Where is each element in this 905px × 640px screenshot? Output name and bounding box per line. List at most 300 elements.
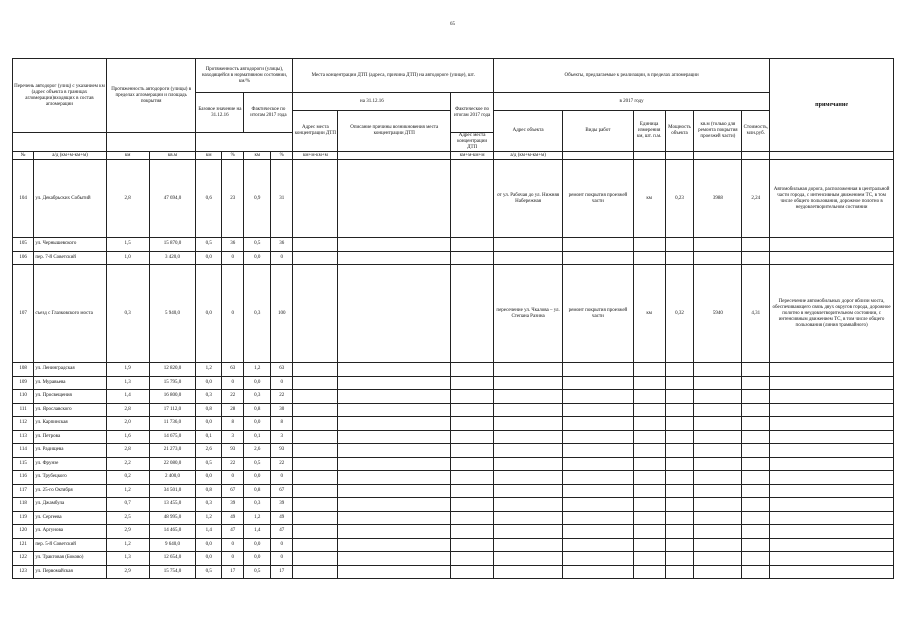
cell-cost: [742, 538, 770, 552]
cell-note: [770, 363, 894, 377]
units-row: № а/д (км+м-км+м) км кв.м км % км % км+м-км+м км+м-км+м а/д (км+м-км+м): [13, 152, 894, 160]
cell-empty: [293, 457, 338, 471]
cell-name: пер. 5-й Советский: [34, 538, 107, 552]
cell-obj-addr: [493, 430, 562, 444]
cell-obj-addr: [493, 403, 562, 417]
cell-note: [770, 251, 894, 265]
cell-f-pct: 93: [271, 444, 293, 458]
cell-b-km: 0,5: [196, 238, 222, 252]
cell-name: ул. Аргунова: [34, 525, 107, 539]
cell-no: 121: [13, 538, 34, 552]
cell-km: 2,8: [106, 403, 149, 417]
cell-b-pct: 3: [222, 430, 244, 444]
cell-works: [563, 471, 633, 485]
cell-f-pct: 30: [271, 403, 293, 417]
cell-name: ул. Ярославского: [34, 403, 107, 417]
cell-unit: [633, 511, 665, 525]
cell-works: [563, 552, 633, 566]
cell-cap: [665, 538, 694, 552]
cell-empty: [451, 403, 494, 417]
cell-f-km: 0,3: [244, 390, 271, 404]
cell-f-km: 1,2: [244, 363, 271, 377]
cell-b-pct: 0: [222, 538, 244, 552]
cell-works: [563, 484, 633, 498]
cell-area: [694, 471, 742, 485]
unit-header: Единица измерения км, шт. п.м.: [633, 111, 665, 152]
cell-b-pct: 0: [222, 471, 244, 485]
cell-empty: [293, 417, 338, 431]
cell-empty: [338, 238, 451, 252]
cell-name: ул. Декабрьских Событий: [34, 160, 107, 238]
cell-obj-addr: [493, 565, 562, 579]
cell-cap: [665, 457, 694, 471]
cell-cap: [665, 390, 694, 404]
cell-sqm: 11 736,0: [149, 417, 196, 431]
cell-cap: [665, 238, 694, 252]
cell-empty: [293, 430, 338, 444]
cell-area: [694, 511, 742, 525]
cell-area: 3988: [694, 160, 742, 238]
cell-b-km: 1,2: [196, 511, 222, 525]
cell-cost: [742, 363, 770, 377]
cell-no: 118: [13, 498, 34, 512]
table-row: [13, 565, 894, 579]
table-row: [13, 390, 894, 404]
cell-empty: [293, 444, 338, 458]
cell-empty: [338, 552, 451, 566]
cell-no: 110: [13, 390, 34, 404]
table-row: [13, 251, 894, 265]
cell-unit: [633, 471, 665, 485]
cell-b-pct: 47: [222, 525, 244, 539]
cell-empty: [451, 238, 494, 252]
work-types-header: Виды работ: [563, 111, 633, 152]
cell-cost: [742, 471, 770, 485]
cell-empty: [338, 471, 451, 485]
cell-name: пер. 7-й Советский: [34, 251, 107, 265]
cell-km: 2,8: [106, 444, 149, 458]
cell-km: 1,2: [106, 538, 149, 552]
cell-f-km: 0,5: [244, 565, 271, 579]
cell-f-km: 0,3: [244, 265, 271, 363]
cell-sqm: 48 995,0: [149, 511, 196, 525]
table-row: [13, 444, 894, 458]
cell-b-km: 0,8: [196, 403, 222, 417]
cell-unit: [633, 552, 665, 566]
table-row: [13, 417, 894, 431]
cell-unit: [633, 538, 665, 552]
cell-empty: [293, 484, 338, 498]
cell-unit: [633, 417, 665, 431]
cell-name: ул. Трактовая (Боково): [34, 552, 107, 566]
cell-cost: [742, 251, 770, 265]
cell-obj-addr: [493, 538, 562, 552]
cell-cost: 2,24: [742, 160, 770, 238]
table-row: [13, 457, 894, 471]
table-row: [13, 525, 894, 539]
cell-note: [770, 417, 894, 431]
cell-cap: [665, 417, 694, 431]
cell-empty: [293, 376, 338, 390]
cell-no: 109: [13, 376, 34, 390]
cell-note: [770, 525, 894, 539]
cell-cost: [742, 484, 770, 498]
cell-f-pct: 0: [271, 251, 293, 265]
cell-b-km: 0,5: [196, 565, 222, 579]
cell-empty: [451, 363, 494, 377]
cell-empty: [293, 471, 338, 485]
cell-obj-addr: [493, 417, 562, 431]
cell-name: ул. Трубецкого: [34, 471, 107, 485]
cell-unit: [633, 525, 665, 539]
cell-obj-addr: от ул. Рабочая до ул. Нижняя Набережная: [493, 160, 562, 238]
cell-works: [563, 525, 633, 539]
cell-empty: [338, 265, 451, 363]
capacity-header: Мощность объекта: [665, 111, 694, 152]
cell-empty: [338, 498, 451, 512]
cell-works: [563, 363, 633, 377]
cell-f-km: 0,3: [244, 498, 271, 512]
cell-no: 107: [13, 265, 34, 363]
cell-empty: [338, 160, 451, 238]
table-row: [13, 363, 894, 377]
cell-b-pct: 17: [222, 565, 244, 579]
cell-note: [770, 552, 894, 566]
actual-2017-header: Фактическое по итогам 2017 года: [244, 93, 293, 133]
cell-no: 111: [13, 403, 34, 417]
cell-note: Пересечение автомобильных дорог вблизи моста, обеспечивающего связь двух округов города, дорожное полотно в неудовлетворительном состоянии, с интенсивным движением ТС, в том числе общего пользования (линия трамвайного): [770, 265, 894, 363]
cell-sqm: 14 465,0: [149, 525, 196, 539]
cell-no: 106: [13, 251, 34, 265]
table-row: [13, 538, 894, 552]
cell-cost: [742, 498, 770, 512]
cell-b-km: 0,0: [196, 376, 222, 390]
cell-empty: [338, 251, 451, 265]
cell-cap: [665, 552, 694, 566]
cell-b-pct: 0: [222, 376, 244, 390]
cell-name: ул. Петрова: [34, 430, 107, 444]
cell-area: [694, 238, 742, 252]
cell-b-km: 1,2: [196, 363, 222, 377]
cell-cost: [742, 417, 770, 431]
cell-note: [770, 457, 894, 471]
cell-b-km: 0,1: [196, 430, 222, 444]
cell-b-km: 0,0: [196, 265, 222, 363]
cell-sqm: 15 870,0: [149, 238, 196, 252]
cell-unit: [633, 251, 665, 265]
cell-obj-addr: [493, 238, 562, 252]
cell-km: 1,2: [106, 484, 149, 498]
cell-f-pct: 31: [271, 160, 293, 238]
cell-km: 2,8: [106, 160, 149, 238]
cell-empty: [451, 511, 494, 525]
cell-b-pct: 0: [222, 552, 244, 566]
cell-unit: [633, 457, 665, 471]
cell-note: [770, 538, 894, 552]
cell-km: 2,5: [106, 511, 149, 525]
cell-empty: [451, 565, 494, 579]
cell-area: [694, 251, 742, 265]
cell-empty: [293, 363, 338, 377]
cell-km: 1,3: [106, 552, 149, 566]
cell-empty: [338, 511, 451, 525]
cell-f-pct: 0: [271, 471, 293, 485]
cell-empty: [451, 430, 494, 444]
cell-area: [694, 552, 742, 566]
cell-b-km: 0,0: [196, 552, 222, 566]
cell-no: 122: [13, 552, 34, 566]
cell-sqm: 13 455,0: [149, 498, 196, 512]
cell-cost: [742, 390, 770, 404]
cell-cap: [665, 363, 694, 377]
cell-f-km: 0,8: [244, 403, 271, 417]
cell-f-km: 0,9: [244, 160, 271, 238]
cell-obj-addr: [493, 471, 562, 485]
cell-km: 0,7: [106, 498, 149, 512]
table-row: [13, 484, 894, 498]
cell-f-km: 0,5: [244, 238, 271, 252]
cell-empty: [338, 484, 451, 498]
table-row: [13, 552, 894, 566]
cell-b-pct: 0: [222, 265, 244, 363]
cell-sqm: 12 820,0: [149, 363, 196, 377]
cell-obj-addr: [493, 484, 562, 498]
cell-unit: км: [633, 160, 665, 238]
object-address-header: Адрес объекта: [493, 111, 562, 152]
cell-f-pct: 100: [271, 265, 293, 363]
cell-b-pct: 67: [222, 484, 244, 498]
cell-name: ул. Муравьева: [34, 376, 107, 390]
cell-note: [770, 376, 894, 390]
cell-cost: [742, 511, 770, 525]
cell-sqm: 17 112,0: [149, 403, 196, 417]
cell-unit: [633, 390, 665, 404]
cell-sqm: 15 795,0: [149, 376, 196, 390]
cell-cap: 0,23: [665, 160, 694, 238]
note-header: примечание: [770, 59, 894, 152]
cell-works: [563, 238, 633, 252]
cell-empty: [451, 484, 494, 498]
cell-empty: [338, 457, 451, 471]
cell-no: 105: [13, 238, 34, 252]
cell-obj-addr: [493, 511, 562, 525]
cell-empty: [451, 390, 494, 404]
cell-empty: [293, 251, 338, 265]
cell-unit: [633, 444, 665, 458]
cell-works: [563, 403, 633, 417]
cell-obj-addr: [493, 457, 562, 471]
cell-obj-addr: [493, 525, 562, 539]
cell-unit: [633, 484, 665, 498]
dtp-address-header: Адрес места концентрации ДТП: [293, 111, 338, 152]
cell-area: [694, 417, 742, 431]
cell-f-pct: 0: [271, 538, 293, 552]
cell-f-pct: 39: [271, 498, 293, 512]
cell-works: [563, 444, 633, 458]
cell-works: [563, 511, 633, 525]
cell-cap: [665, 376, 694, 390]
cell-area: [694, 457, 742, 471]
cell-empty: [293, 238, 338, 252]
cell-empty: [451, 160, 494, 238]
cell-b-km: 0,3: [196, 498, 222, 512]
length-header: Протяженность автодороги (улицы) в пределах агломерации и площадь покрытия: [106, 59, 196, 133]
page-number: 65: [450, 22, 455, 27]
cell-note: [770, 471, 894, 485]
cell-cap: [665, 511, 694, 525]
cell-sqm: 34 501,0: [149, 484, 196, 498]
cell-area: 5940: [694, 265, 742, 363]
cell-empty: [451, 552, 494, 566]
cell-cap: [665, 498, 694, 512]
cell-km: 0,2: [106, 471, 149, 485]
cell-f-km: 0,0: [244, 538, 271, 552]
cell-sqm: 14 675,0: [149, 430, 196, 444]
cell-empty: [338, 538, 451, 552]
cell-empty: [293, 511, 338, 525]
cell-f-km: 0,1: [244, 430, 271, 444]
cell-f-pct: 22: [271, 457, 293, 471]
cell-works: ремонт покрытия проезжей части: [563, 265, 633, 363]
base-value-header: Базовое значение на 31.12.16: [196, 93, 244, 133]
cell-cap: [665, 565, 694, 579]
cell-area: [694, 498, 742, 512]
cell-b-pct: 39: [222, 498, 244, 512]
cell-b-pct: 23: [222, 160, 244, 238]
cell-sqm: 22 080,0: [149, 457, 196, 471]
cell-no: 114: [13, 444, 34, 458]
cell-no: 108: [13, 363, 34, 377]
cell-f-pct: 17: [271, 565, 293, 579]
cell-cap: [665, 430, 694, 444]
cell-obj-addr: [493, 363, 562, 377]
cell-obj-addr: [493, 390, 562, 404]
cell-km: 1,5: [106, 238, 149, 252]
cell-name: ул. 25-го Октября: [34, 484, 107, 498]
cell-unit: [633, 430, 665, 444]
cost-header: Стоимость, млн.руб.: [742, 111, 770, 152]
table-row: [13, 430, 894, 444]
cell-works: [563, 376, 633, 390]
cell-works: [563, 457, 633, 471]
cell-sqm: 16 800,0: [149, 390, 196, 404]
table-row: [13, 471, 894, 485]
cell-cost: [742, 444, 770, 458]
cell-f-km: 0,8: [244, 484, 271, 498]
cell-b-pct: 28: [222, 403, 244, 417]
cell-area: [694, 484, 742, 498]
cell-km: 0,3: [106, 265, 149, 363]
cell-note: [770, 498, 894, 512]
cell-name: ул. Просвещения: [34, 390, 107, 404]
cell-name: ул. Сергеева: [34, 511, 107, 525]
cell-no: 113: [13, 430, 34, 444]
cell-empty: [293, 160, 338, 238]
cell-empty: [338, 390, 451, 404]
dtp-address-2017-header: Адрес места концентрации ДТП: [451, 133, 494, 152]
cell-cost: 4,31: [742, 265, 770, 363]
cell-empty: [293, 403, 338, 417]
cell-empty: [451, 376, 494, 390]
cell-works: [563, 390, 633, 404]
year-2017-header: в 2017 году: [493, 93, 769, 111]
cell-area: [694, 390, 742, 404]
cell-area: [694, 525, 742, 539]
cell-name: съезд с Глазковского моста: [34, 265, 107, 363]
cell-works: [563, 251, 633, 265]
cell-b-pct: 36: [222, 238, 244, 252]
cell-name: ул. Карпинская: [34, 417, 107, 431]
cell-f-km: 1,2: [244, 511, 271, 525]
cell-obj-addr: [493, 251, 562, 265]
cell-obj-addr: [493, 552, 562, 566]
cell-area: [694, 363, 742, 377]
cell-empty: [293, 390, 338, 404]
cell-cap: [665, 251, 694, 265]
table-row: [13, 160, 894, 238]
as-of-header: на 31.12.16: [293, 93, 451, 111]
cell-km: 1,9: [106, 363, 149, 377]
cell-note: [770, 444, 894, 458]
cell-unit: км: [633, 265, 665, 363]
cell-b-km: 0,0: [196, 471, 222, 485]
cell-area: [694, 565, 742, 579]
cell-sqm: 15 754,0: [149, 565, 196, 579]
cell-empty: [338, 376, 451, 390]
cell-sqm: 47 694,0: [149, 160, 196, 238]
cell-works: [563, 417, 633, 431]
cell-f-pct: 0: [271, 552, 293, 566]
cell-empty: [451, 265, 494, 363]
cell-b-pct: 49: [222, 511, 244, 525]
cell-b-km: 0,5: [196, 457, 222, 471]
cell-b-km: 0,6: [196, 160, 222, 238]
list-header: Перечень автодорог (улиц) с указанием км (адрес объекта в границах агломерации)входящих в состав агломерации: [13, 59, 107, 133]
cell-b-pct: 22: [222, 390, 244, 404]
cell-b-km: 0,0: [196, 251, 222, 265]
cell-sqm: 9 640,0: [149, 538, 196, 552]
table-row: [13, 511, 894, 525]
cell-empty: [338, 417, 451, 431]
cell-f-pct: 67: [271, 484, 293, 498]
cell-f-pct: 63: [271, 363, 293, 377]
cell-sqm: 5 940,0: [149, 265, 196, 363]
cell-km: 2,2: [106, 457, 149, 471]
cell-no: 120: [13, 525, 34, 539]
cell-note: [770, 565, 894, 579]
cell-f-pct: 22: [271, 390, 293, 404]
cell-km: 2,0: [106, 417, 149, 431]
cell-name: ул. Первомайская: [34, 565, 107, 579]
cell-b-pct: 8: [222, 417, 244, 431]
cell-km: 1,4: [106, 390, 149, 404]
dtp-actual-header: Фактическое по итогам 2017 года: [451, 93, 494, 133]
cell-unit: [633, 498, 665, 512]
cell-area: [694, 444, 742, 458]
cell-f-km: 0,5: [244, 457, 271, 471]
cell-f-pct: 47: [271, 525, 293, 539]
cell-empty: [338, 363, 451, 377]
cell-obj-addr: [493, 498, 562, 512]
cell-b-km: 1,4: [196, 525, 222, 539]
cell-cap: [665, 471, 694, 485]
subhead-row: [13, 133, 107, 152]
cell-empty: [293, 552, 338, 566]
cell-empty: [451, 457, 494, 471]
cell-f-km: 0,0: [244, 376, 271, 390]
cell-sqm: 12 654,0: [149, 552, 196, 566]
cell-cap: [665, 484, 694, 498]
